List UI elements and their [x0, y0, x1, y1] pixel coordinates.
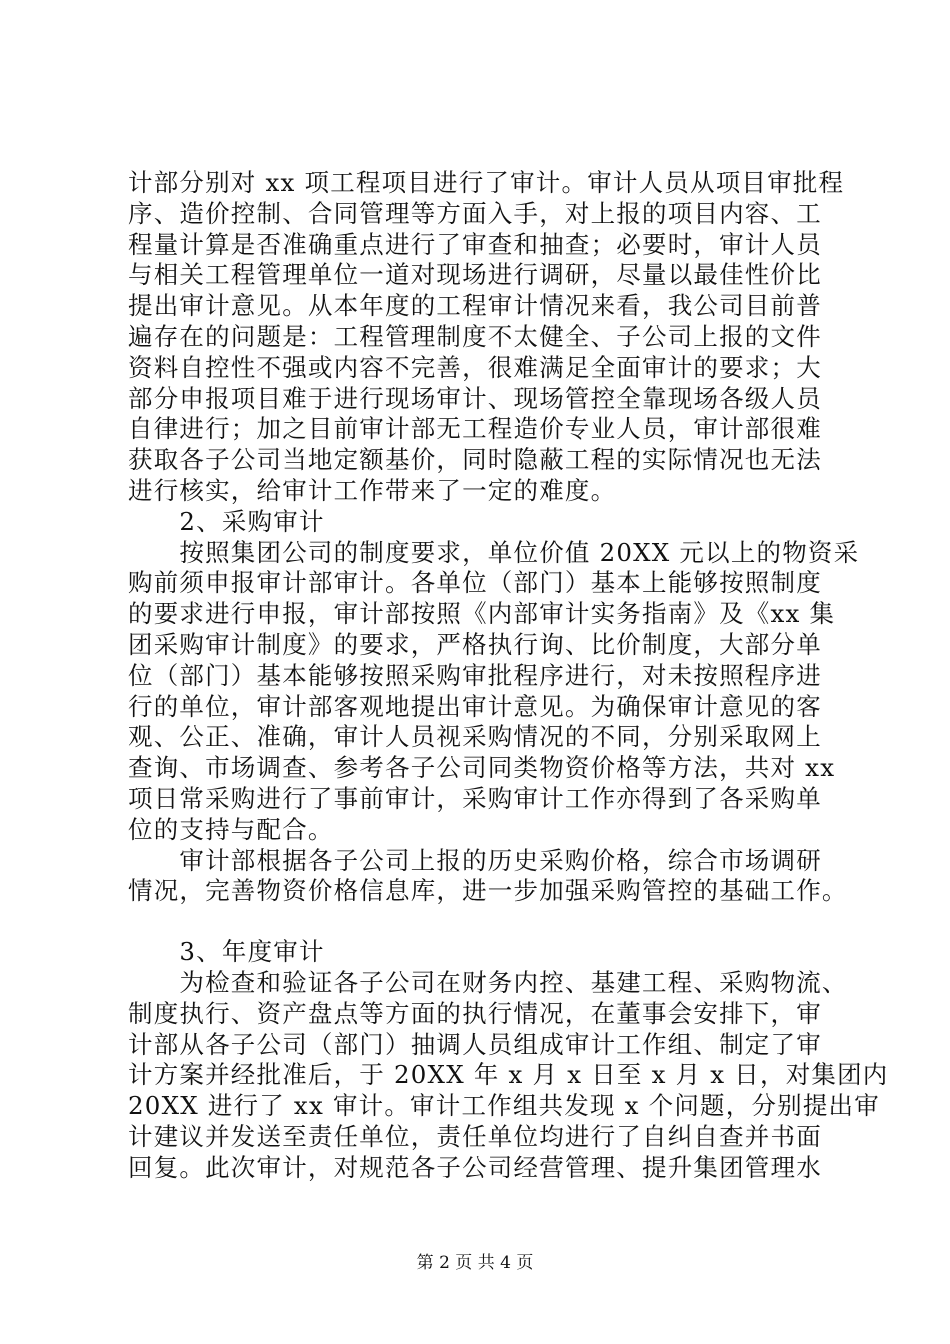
text-line: 自律进行；加之目前审计部无工程造价专业人员，审计部很难	[128, 414, 822, 444]
text-line: 的要求进行申报，审计部按照《内部审计实务指南》及《xx 集	[128, 599, 836, 629]
text-line: 制度执行、资产盘点等方面的执行情况，在董事会安排下，审	[128, 998, 822, 1028]
text-line: 观、公正、准确，审计人员视采购情况的不同，分别采取网上	[128, 722, 822, 752]
text-line: 按照集团公司的制度要求，单位价值 20XX 元以上的物资采	[128, 537, 860, 567]
text-line: 为检查和验证各子公司在财务内控、基建工程、采购物流、	[128, 967, 848, 997]
text-line: 行的单位，审计部客观地提出审计意见。为确保审计意见的客	[128, 691, 822, 721]
text-line: 计方案并经批准后，于 20XX 年 x 月 x 日至 x 月 x 日，对集团内	[128, 1060, 889, 1090]
text-line: 审计部根据各子公司上报的历史采购价格，综合市场调研	[128, 845, 822, 875]
text-line: 计部从各子公司（部门）抽调人员组成审计工作组、制定了审	[128, 1029, 822, 1059]
page-number-footer: 第 2 页 共 4 页	[416, 1253, 534, 1273]
section-heading-annual-audit: 3、年度审计	[128, 937, 325, 967]
text-line: 获取各子公司当地定额基价，同时隐蔽工程的实际情况也无法	[128, 445, 822, 475]
text-line: 资料自控性不强或内容不完善，很难满足全面审计的要求；大	[128, 352, 822, 382]
text-line: 计建议并发送至责任单位，责任单位均进行了自纠自查并书面	[128, 1121, 822, 1151]
text-line: 与相关工程管理单位一道对现场进行调研，尽量以最佳性价比	[128, 260, 822, 290]
text-line: 计部分别对 xx 项工程项目进行了审计。审计人员从项目审批程	[128, 168, 845, 197]
text-line: 位（部门）基本能够按照采购审批程序进行，对未按照程序进	[128, 660, 822, 690]
text-line: 查询、市场调查、参考各子公司同类物资价格等方法，共对 xx	[128, 753, 836, 783]
text-line: 20XX 进行了 xx 审计。审计工作组共发现 x 个问题，分别提出审	[128, 1091, 880, 1121]
text-line: 序、造价控制、合同管理等方面入手，对上报的项目内容、工	[128, 198, 822, 228]
text-line: 购前须申报审计部审计。各单位（部门）基本上能够按照制度	[128, 568, 822, 598]
text-line: 遍存在的问题是：工程管理制度不太健全、子公司上报的文件	[128, 321, 822, 351]
text-line: 回复。此次审计，对规范各子公司经营管理、提升集团管理水	[128, 1152, 822, 1182]
text-line: 进行核实，给审计工作带来了一定的难度。	[128, 475, 617, 505]
text-line: 部分申报项目难于进行现场审计、现场管控全靠现场各级人员	[128, 383, 822, 413]
section-heading-procurement-audit: 2、采购审计	[128, 506, 325, 536]
text-line: 位的支持与配合。	[128, 814, 334, 844]
paragraph-gap	[128, 907, 848, 937]
text-line: 团采购审计制度》的要求，严格执行询、比价制度，大部分单	[128, 629, 822, 659]
text-line: 程量计算是否准确重点进行了审查和抽查；必要时，审计人员	[128, 229, 822, 259]
document-body	[128, 168, 889, 1184]
text-line: 情况，完善物资价格信息库，进一步加强采购管控的基础工作。	[128, 876, 848, 906]
text-line: 项日常采购进行了事前审计，采购审计工作亦得到了各采购单	[128, 783, 822, 813]
text-line: 提出审计意见。从本年度的工程审计情况来看，我公司目前普	[128, 291, 822, 321]
